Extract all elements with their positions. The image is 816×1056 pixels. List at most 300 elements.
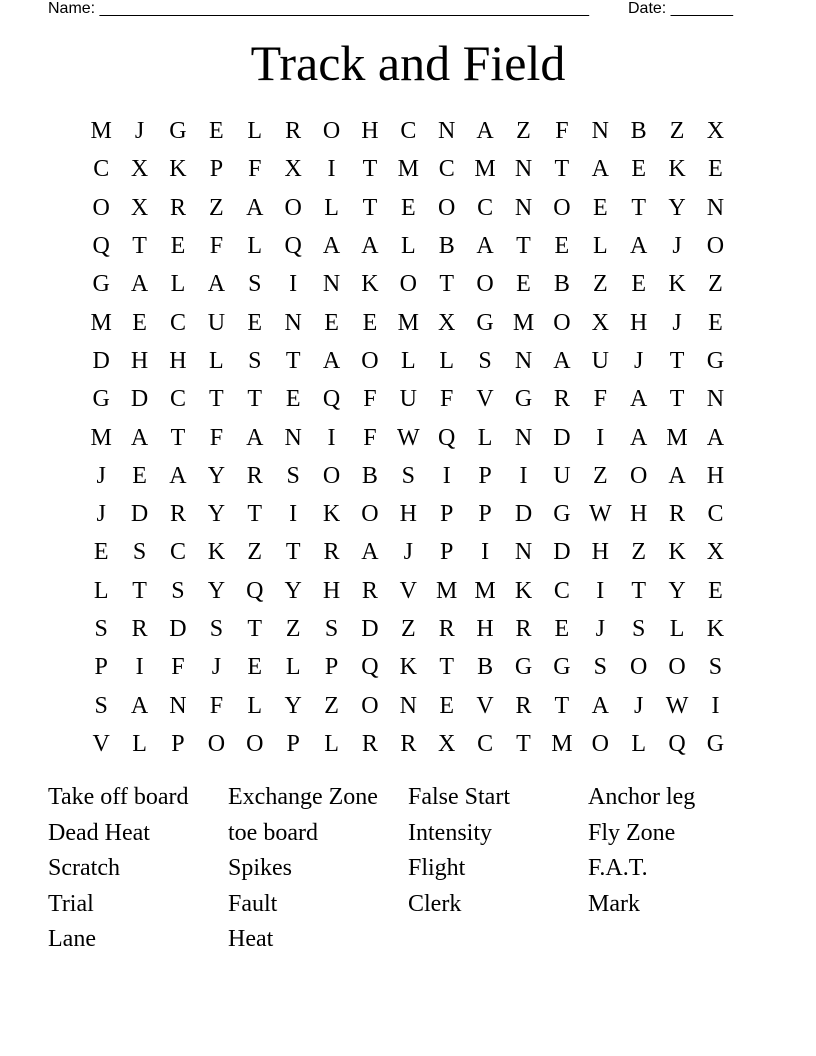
grid-letter: X bbox=[706, 118, 725, 145]
name-label: Name: _______________________________________________________ bbox=[48, 0, 589, 17]
grid-letter: U bbox=[207, 309, 226, 336]
grid-letter: E bbox=[362, 309, 378, 336]
grid-letter: D bbox=[361, 616, 379, 642]
grid-letter: O bbox=[322, 462, 341, 489]
grid-letter: E bbox=[132, 462, 147, 489]
grid-letter: S bbox=[478, 347, 492, 374]
grid-letter: A bbox=[706, 424, 725, 451]
grid-letter: T bbox=[516, 233, 531, 260]
grid-letter: F bbox=[209, 233, 224, 260]
grid-letter: F bbox=[593, 386, 607, 413]
grid-letter: C bbox=[169, 539, 186, 566]
grid-letter: B bbox=[553, 271, 570, 298]
grid-letter: N bbox=[706, 386, 725, 413]
grid-letter: H bbox=[591, 539, 609, 566]
grid-letter: A bbox=[553, 347, 571, 374]
word-bank-item: Flight bbox=[408, 855, 466, 881]
grid-letter: C bbox=[400, 118, 417, 145]
word-bank-item: Take off board bbox=[48, 784, 189, 810]
grid-letter: O bbox=[438, 194, 456, 221]
grid-letter: H bbox=[399, 501, 417, 528]
grid-letter: G bbox=[706, 347, 725, 374]
grid-letter: Q bbox=[361, 654, 379, 681]
grid-letter: A bbox=[207, 271, 226, 298]
grid-letter: A bbox=[361, 539, 379, 566]
page-title: Track and Field bbox=[250, 35, 566, 91]
grid-letter: O bbox=[284, 194, 302, 221]
grid-letter: N bbox=[706, 194, 725, 221]
grid-letter: K bbox=[169, 156, 187, 183]
grid-letter: J bbox=[595, 616, 605, 642]
grid-letter: Z bbox=[285, 616, 301, 642]
grid-letter: I bbox=[327, 424, 336, 451]
grid-letter: A bbox=[668, 462, 686, 489]
grid-letter: A bbox=[130, 692, 149, 719]
grid-letter: H bbox=[629, 501, 648, 528]
grid-letter: Q bbox=[322, 386, 341, 413]
grid-letter: I bbox=[519, 462, 528, 489]
grid-letter: K bbox=[399, 654, 417, 681]
grid-letter: O bbox=[476, 271, 494, 298]
grid-letter: N bbox=[514, 347, 533, 374]
grid-letter: K bbox=[361, 271, 379, 298]
grid-letter: Z bbox=[631, 539, 646, 566]
grid-letter: T bbox=[170, 424, 186, 451]
grid-letter: M bbox=[512, 309, 535, 336]
grid-letter: R bbox=[169, 194, 186, 221]
grid-letter: A bbox=[246, 424, 264, 451]
grid-letter: K bbox=[706, 616, 725, 642]
grid-letter: C bbox=[93, 156, 110, 183]
grid-letter: G bbox=[514, 386, 533, 413]
grid-letter: E bbox=[554, 233, 570, 260]
grid-letter: A bbox=[591, 692, 609, 719]
grid-letter: A bbox=[130, 271, 149, 298]
grid-letter: E bbox=[209, 118, 224, 145]
grid-letter: T bbox=[247, 386, 263, 413]
grid-letter: F bbox=[209, 424, 224, 451]
grid-letter: S bbox=[708, 654, 723, 681]
grid-letter: R bbox=[515, 616, 532, 642]
grid-letter: A bbox=[322, 347, 341, 374]
grid-letter: E bbox=[592, 194, 608, 221]
grid-letter: G bbox=[514, 654, 533, 681]
grid-letter: H bbox=[130, 347, 149, 374]
grid-letter: H bbox=[706, 462, 725, 489]
grid-letter: L bbox=[285, 654, 301, 681]
grid-letter: O bbox=[399, 271, 417, 298]
grid-letter: Z bbox=[669, 118, 685, 145]
grid-letter: S bbox=[248, 271, 262, 298]
grid-letter: C bbox=[477, 194, 494, 221]
grid-letter: S bbox=[401, 462, 415, 489]
grid-letter: M bbox=[474, 577, 496, 604]
grid-letter: T bbox=[362, 156, 378, 183]
grid-letter: Y bbox=[207, 462, 226, 489]
grid-letter: J bbox=[211, 654, 222, 681]
grid-letter: D bbox=[514, 501, 533, 528]
word-bank-item: Intensity bbox=[408, 819, 492, 846]
word-bank-item: Exchange Zone bbox=[228, 784, 378, 810]
grid-letter: C bbox=[438, 156, 455, 183]
grid-letter: I bbox=[711, 692, 720, 719]
grid-letter: V bbox=[399, 577, 417, 604]
grid-letter: B bbox=[477, 654, 494, 681]
grid-letter: E bbox=[247, 654, 263, 681]
grid-letter: R bbox=[553, 386, 570, 413]
grid-letter: R bbox=[361, 730, 378, 757]
grid-letter: D bbox=[553, 539, 571, 566]
grid-letter: C bbox=[477, 730, 494, 757]
word-bank-item: Clerk bbox=[408, 890, 462, 917]
grid-letter: X bbox=[438, 730, 456, 757]
grid-letter: O bbox=[207, 730, 226, 757]
grid-letter: P bbox=[209, 156, 224, 183]
grid-letter: L bbox=[669, 616, 685, 642]
grid-letter: E bbox=[631, 156, 646, 183]
grid-letter: L bbox=[400, 233, 416, 260]
grid-letter: C bbox=[707, 501, 724, 528]
grid-letter: E bbox=[132, 309, 147, 336]
grid-letter: I bbox=[596, 577, 605, 604]
grid-letter: T bbox=[132, 577, 147, 604]
grid-letter: X bbox=[130, 156, 149, 183]
grid-letter: L bbox=[324, 194, 339, 221]
grid-letter: X bbox=[591, 309, 609, 336]
grid-letter: S bbox=[324, 616, 339, 642]
grid-letter: F bbox=[363, 424, 377, 451]
grid-letter: R bbox=[361, 577, 378, 604]
grid-letter: M bbox=[90, 118, 112, 145]
grid-letter: N bbox=[514, 539, 533, 566]
grid-letter: Z bbox=[708, 271, 723, 298]
grid-letter: J bbox=[672, 309, 682, 336]
grid-letter: M bbox=[436, 577, 458, 604]
grid-letter: R bbox=[285, 118, 302, 145]
word-bank-item: Trial bbox=[48, 890, 94, 917]
grid-letter: I bbox=[327, 156, 336, 183]
grid-letter: O bbox=[629, 654, 648, 681]
grid-letter: T bbox=[554, 156, 570, 183]
grid-letter: C bbox=[553, 577, 570, 604]
grid-letter: L bbox=[477, 424, 493, 451]
grid-letter: C bbox=[169, 386, 186, 413]
grid-letter: E bbox=[93, 539, 109, 566]
word-bank-item: Dead Heat bbox=[48, 819, 150, 846]
grid-letter: W bbox=[665, 692, 689, 719]
grid-letter: X bbox=[706, 539, 725, 566]
grid-letter: L bbox=[324, 730, 339, 757]
grid-letter: K bbox=[668, 271, 686, 298]
grid-letter: Z bbox=[209, 194, 224, 221]
grid-letter: N bbox=[169, 692, 187, 719]
grid-letter: G bbox=[92, 386, 110, 413]
header bbox=[48, 0, 748, 20]
grid-letter: N bbox=[514, 194, 533, 221]
grid-letter: M bbox=[666, 424, 688, 451]
grid-letter: L bbox=[592, 233, 608, 260]
grid-letter: T bbox=[554, 692, 570, 719]
grid-letter: N bbox=[322, 271, 341, 298]
grid-letter: T bbox=[669, 347, 685, 374]
grid-letter: S bbox=[209, 616, 224, 642]
grid-letter: C bbox=[169, 309, 186, 336]
grid-letter: Z bbox=[247, 539, 263, 566]
grid-letter: L bbox=[247, 233, 263, 260]
grid-letter: G bbox=[169, 118, 187, 145]
word-bank-item: Fly Zone bbox=[588, 819, 676, 846]
grid-letter: S bbox=[94, 616, 108, 642]
grid-letter: M bbox=[551, 730, 573, 757]
grid-letter: L bbox=[400, 347, 416, 374]
grid-letter: B bbox=[361, 462, 378, 489]
grid-letter: T bbox=[631, 194, 646, 221]
grid-letter: T bbox=[285, 539, 301, 566]
grid-letter: T bbox=[132, 233, 147, 260]
grid-letter: E bbox=[439, 692, 455, 719]
grid-letter: O bbox=[553, 309, 571, 336]
grid-letter: R bbox=[323, 539, 340, 566]
grid-letter: N bbox=[399, 692, 417, 719]
grid-letter: A bbox=[476, 233, 494, 260]
grid-letter: N bbox=[284, 424, 302, 451]
grid-letter: T bbox=[247, 501, 263, 528]
grid-letter: L bbox=[132, 730, 147, 757]
grid-letter: V bbox=[476, 692, 494, 719]
grid-letter: E bbox=[708, 156, 723, 183]
grid-letter: E bbox=[631, 271, 646, 298]
word-bank bbox=[48, 780, 768, 958]
grid-letter: O bbox=[553, 194, 571, 221]
grid-letter: L bbox=[631, 730, 646, 757]
word-bank-item: Mark bbox=[588, 890, 640, 917]
grid-letter: I bbox=[289, 501, 298, 528]
grid-letter: K bbox=[207, 539, 226, 566]
grid-letter: P bbox=[324, 654, 339, 681]
grid-letter: P bbox=[171, 730, 185, 757]
grid-letter: N bbox=[514, 156, 533, 183]
grid-letter: X bbox=[284, 156, 302, 183]
grid-letter: A bbox=[322, 233, 341, 260]
grid-letter: A bbox=[591, 156, 609, 183]
grid-letter: A bbox=[476, 118, 494, 145]
grid-letter: E bbox=[708, 309, 723, 336]
word-bank-item: F.A.T. bbox=[588, 855, 648, 881]
grid-letter: L bbox=[247, 118, 263, 145]
grid-letter: S bbox=[132, 539, 147, 566]
grid-letter: A bbox=[246, 194, 264, 221]
grid-letter: E bbox=[170, 233, 186, 260]
grid-letter: L bbox=[170, 271, 186, 298]
grid-letter: O bbox=[591, 730, 609, 757]
grid-letter: Y bbox=[668, 577, 686, 604]
grid-letter: F bbox=[248, 156, 262, 183]
grid-letter: Q bbox=[284, 233, 302, 260]
grid-letter: S bbox=[171, 577, 185, 604]
grid-letter: A bbox=[629, 233, 648, 260]
grid-letter: J bbox=[672, 233, 682, 260]
grid-letter: H bbox=[361, 118, 379, 145]
grid-letter: A bbox=[130, 424, 149, 451]
grid-letter: B bbox=[630, 118, 647, 145]
grid-letter: K bbox=[668, 539, 686, 566]
grid-letter: M bbox=[397, 156, 419, 183]
grid-letter: O bbox=[361, 692, 379, 719]
grid-letter: Y bbox=[668, 194, 686, 221]
grid-letter: P bbox=[478, 462, 492, 489]
grid-letter: T bbox=[285, 347, 301, 374]
grid-letter: O bbox=[706, 233, 725, 260]
letter-grid bbox=[82, 112, 735, 763]
grid-letter: W bbox=[396, 424, 420, 451]
grid-letter: T bbox=[439, 271, 455, 298]
grid-letter: G bbox=[476, 309, 494, 336]
grid-letter: F bbox=[363, 386, 377, 413]
grid-letter: A bbox=[361, 233, 379, 260]
grid-letter: V bbox=[92, 730, 110, 757]
grid-letter: Y bbox=[207, 577, 226, 604]
grid-letter: J bbox=[633, 692, 644, 719]
grid-letter: Y bbox=[284, 577, 302, 604]
grid-letter: Z bbox=[592, 271, 608, 298]
grid-letter: N bbox=[514, 424, 533, 451]
grid-letter: Z bbox=[324, 692, 339, 719]
grid-letter: A bbox=[629, 424, 648, 451]
grid-letter: S bbox=[248, 347, 262, 374]
grid-letter: Q bbox=[92, 233, 110, 260]
grid-letter: O bbox=[668, 654, 686, 681]
grid-letter: H bbox=[169, 347, 187, 374]
grid-letter: M bbox=[90, 424, 112, 451]
grid-letter: Q bbox=[668, 730, 686, 757]
word-bank-item: Spikes bbox=[228, 855, 293, 881]
grid-letter: M bbox=[474, 156, 496, 183]
grid-letter: L bbox=[247, 692, 263, 719]
grid-letter: R bbox=[438, 616, 455, 642]
grid-letter: R bbox=[669, 501, 686, 528]
grid-letter: F bbox=[209, 692, 224, 719]
grid-letter: R bbox=[515, 692, 532, 719]
date-label: Date: _______ bbox=[628, 0, 733, 17]
grid-letter: D bbox=[553, 424, 571, 451]
grid-letter: E bbox=[400, 194, 416, 221]
grid-letter: U bbox=[591, 347, 609, 374]
grid-letter: O bbox=[246, 730, 264, 757]
grid-letter: D bbox=[169, 616, 187, 642]
grid-letter: E bbox=[516, 271, 531, 298]
grid-letter: Y bbox=[284, 692, 302, 719]
grid-letter: E bbox=[285, 386, 301, 413]
grid-letter: Z bbox=[516, 118, 531, 145]
grid-letter: H bbox=[322, 577, 341, 604]
grid-letter: X bbox=[438, 309, 456, 336]
word-bank-item: False Start bbox=[408, 784, 510, 810]
grid-letter: F bbox=[440, 386, 454, 413]
word-bank-item: Anchor leg bbox=[588, 784, 696, 810]
grid-letter: G bbox=[553, 501, 571, 528]
grid-letter: A bbox=[629, 386, 648, 413]
grid-letter: O bbox=[322, 118, 341, 145]
grid-letter: P bbox=[440, 539, 454, 566]
grid-letter: K bbox=[322, 501, 341, 528]
word-bank-item: toe board bbox=[228, 819, 318, 846]
grid-letter: X bbox=[130, 194, 149, 221]
grid-letter: Z bbox=[592, 462, 608, 489]
grid-letter: Z bbox=[400, 616, 416, 642]
grid-letter: T bbox=[247, 616, 263, 642]
grid-letter: T bbox=[209, 386, 224, 413]
grid-letter: S bbox=[94, 692, 108, 719]
grid-letter: T bbox=[631, 577, 646, 604]
grid-letter: O bbox=[92, 194, 110, 221]
grid-letter: S bbox=[593, 654, 607, 681]
grid-letter: D bbox=[130, 501, 149, 528]
grid-letter: H bbox=[629, 309, 648, 336]
grid-letter: T bbox=[362, 194, 378, 221]
grid-letter: R bbox=[400, 730, 417, 757]
grid-letter: R bbox=[169, 501, 186, 528]
grid-letter: J bbox=[96, 501, 106, 528]
grid-letter: H bbox=[476, 616, 494, 642]
grid-letter: Q bbox=[246, 577, 264, 604]
word-bank-item: Scratch bbox=[48, 855, 120, 881]
grid-letter: D bbox=[92, 347, 110, 374]
grid-letter: S bbox=[631, 616, 646, 642]
grid-letter: K bbox=[668, 156, 686, 183]
grid-letter: E bbox=[324, 309, 339, 336]
grid-letter: Y bbox=[207, 501, 226, 528]
grid-letter: B bbox=[438, 233, 455, 260]
grid-letter: T bbox=[669, 386, 685, 413]
grid-letter: E bbox=[708, 577, 723, 604]
grid-letter: O bbox=[361, 501, 379, 528]
grid-letter: D bbox=[130, 386, 149, 413]
grid-letter: V bbox=[476, 386, 494, 413]
word-bank-item: Fault bbox=[228, 890, 278, 917]
grid-letter: M bbox=[90, 309, 112, 336]
grid-letter: R bbox=[131, 616, 148, 642]
grid-letter: P bbox=[440, 501, 454, 528]
grid-letter: F bbox=[171, 654, 185, 681]
grid-letter: I bbox=[596, 424, 605, 451]
grid-letter: F bbox=[555, 118, 569, 145]
grid-letter: L bbox=[209, 347, 224, 374]
grid-letter: I bbox=[135, 654, 144, 681]
grid-letter: I bbox=[442, 462, 451, 489]
grid-letter: S bbox=[286, 462, 300, 489]
grid-letter: M bbox=[397, 309, 419, 336]
grid-letter: G bbox=[92, 271, 110, 298]
grid-letter: K bbox=[514, 577, 533, 604]
grid-letter: P bbox=[94, 654, 108, 681]
grid-letter: W bbox=[588, 501, 612, 528]
grid-letter: I bbox=[289, 271, 298, 298]
grid-letter: I bbox=[481, 539, 490, 566]
grid-letter: E bbox=[247, 309, 263, 336]
grid-letter: L bbox=[93, 577, 109, 604]
grid-letter: U bbox=[553, 462, 571, 489]
grid-letter: J bbox=[403, 539, 413, 566]
word-bank-item: Lane bbox=[48, 926, 96, 952]
grid-letter: G bbox=[706, 730, 725, 757]
grid-letter: P bbox=[478, 501, 492, 528]
grid-letter: U bbox=[399, 386, 417, 413]
grid-letter: Q bbox=[438, 424, 456, 451]
grid-letter: A bbox=[169, 462, 187, 489]
grid-letter: T bbox=[439, 654, 455, 681]
grid-letter: J bbox=[134, 118, 145, 145]
word-bank-item: Heat bbox=[228, 926, 274, 952]
